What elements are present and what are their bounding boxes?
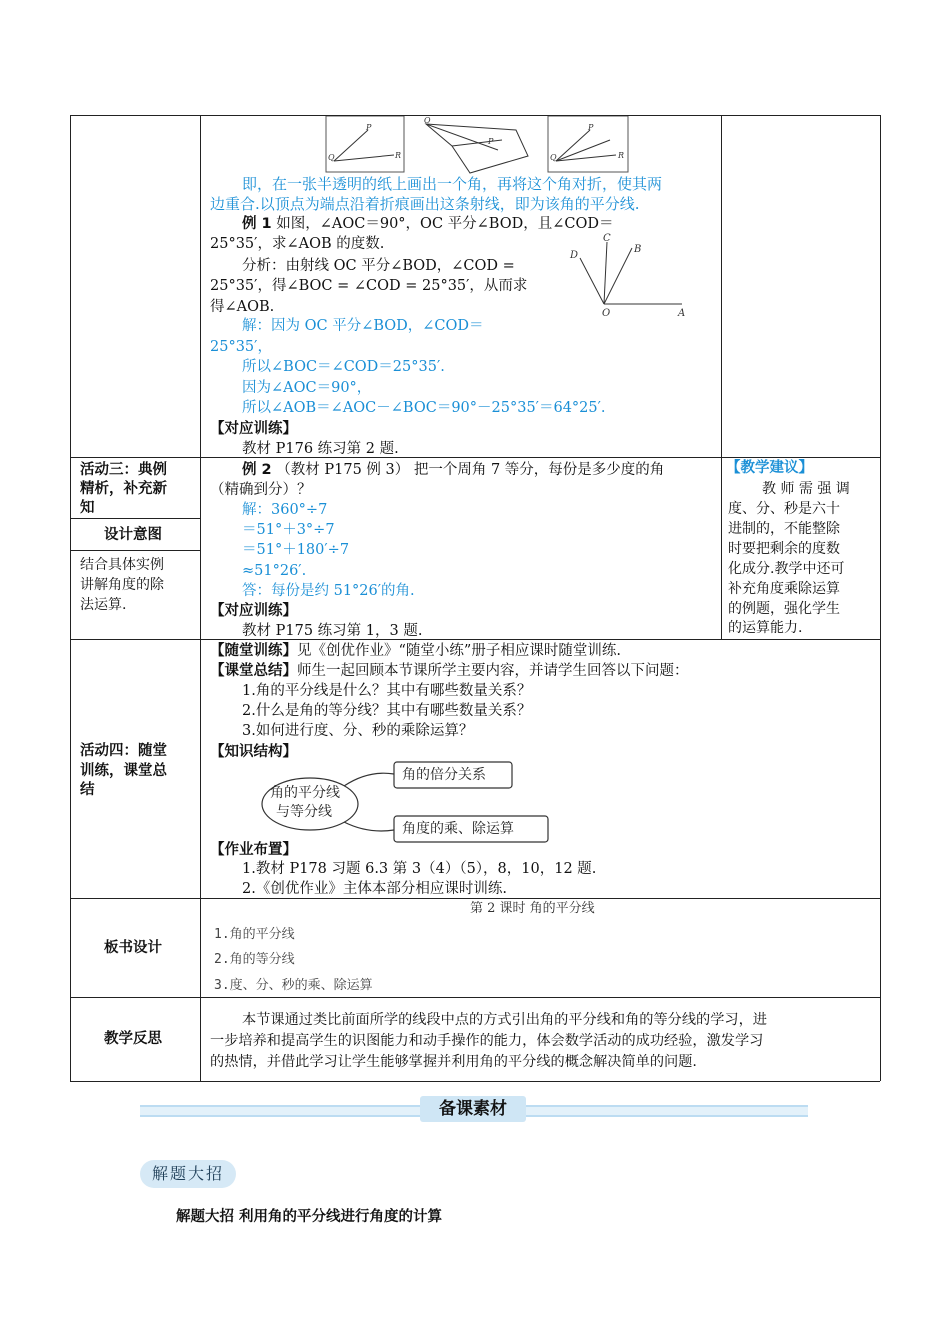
suggestion-3: 进制的，不能整除 [728, 521, 840, 537]
practice-title-1: 【对应训练】 [210, 421, 297, 437]
suggestion-6: 补充角度乘除运算 [728, 581, 840, 597]
suggestion-1: 教 师 需 强 调 [762, 481, 850, 497]
design-intent-title: 设计意图 [104, 527, 162, 543]
label-d: D [570, 250, 579, 261]
homework-title: 【作业布置】 [210, 842, 297, 858]
example2-line-2: （精确到分）？ [210, 482, 312, 498]
activity4-label-3: 结 [80, 782, 95, 798]
ray-od [580, 258, 604, 304]
example2-label: 例 2 [242, 462, 272, 478]
example1-line-1 [242, 214, 614, 234]
board-title: 第 2 课时 角的平分线 [470, 901, 595, 916]
solution1-1: 解：因为 OC 平分∠BOD，∠COD＝ [242, 318, 484, 334]
board-label: 板书设计 [104, 940, 162, 956]
activity3-label-1: 活动三：典例 [80, 462, 167, 478]
solution1-4: 因为∠AOC＝90°， [242, 380, 372, 396]
figure-angle-2 [548, 116, 628, 172]
practice-text-2: 教材 P175 练习第 1，3 题. [242, 623, 423, 639]
practice-title-2: 【对应训练】 [210, 603, 297, 619]
summary-line [210, 661, 689, 681]
solution2-4: ≈51°26′. [242, 563, 307, 579]
reflection-label: 教学反思 [104, 1031, 162, 1047]
table-border-left [70, 115, 71, 1081]
label-p: P [366, 123, 372, 132]
activity3-label-2: 精析，补充新 [80, 481, 167, 497]
banner-stripe-right [526, 1105, 808, 1117]
teaching-suggestion-title: 【教学建议】 [726, 460, 813, 476]
solution-badge: 解题大招 [140, 1160, 236, 1188]
summary-text: 师生一起回顾本节课所学主要内容，并请学生回答以下问题： [297, 663, 689, 679]
figure-angle-1 [326, 116, 404, 172]
figure-folded-paper [424, 116, 528, 173]
drill-line [210, 641, 621, 661]
activity4-label-1: 活动四：随堂 [80, 743, 167, 759]
solution2-3: ＝51°＋180′÷7 [242, 542, 350, 558]
analysis-1: 分析：由射线 OC 平分∠BOD，∠COD = [242, 258, 515, 274]
branch-node-1: 角的倍分关系 [402, 767, 486, 783]
solution1-3: 所以∠BOC＝∠COD＝25°35′. [242, 359, 445, 375]
label-r-2: R [618, 151, 625, 160]
label-q-2: Q [550, 153, 557, 162]
example1-text: 如图，∠AOC＝90°，OC 平分∠BOD，且∠COD＝ [276, 216, 614, 232]
summary-title: 【课堂总结】 [210, 663, 297, 679]
reflection-line-1: 本节课通过类比前面所学的线段中点的方式引出角的平分线和角的等分线的学习，进 [242, 1012, 767, 1028]
example2-text: （教材 P175 例 3） 把一个周角 7 等分，每份是多少度的角 [276, 462, 665, 478]
suggestion-5: 化成分.教学中还可 [728, 561, 845, 577]
label-q: Q [328, 153, 335, 162]
suggestion-2: 度、分、秒是六十 [728, 501, 840, 517]
fold-text-2: 边重合.以顶点为端点沿着折痕画出这条射线，即为该角的平分线. [210, 195, 640, 213]
homework-1: 1.教材 P178 习题 6.3 第 3（4）（5），8，10，12 题. [242, 861, 597, 877]
row-divider-reflection [70, 997, 880, 998]
board-item-2: 2.角的等分线 [214, 952, 295, 967]
label-o-fold: O [424, 116, 431, 125]
solution2-5: 答：每份是约 51°26′的角. [242, 583, 415, 599]
label-column-divider [200, 115, 201, 1081]
question-3: 3.如何进行度、分、秒的乘除运算？ [242, 723, 474, 739]
label-o: O [602, 308, 611, 319]
table-border-right [880, 115, 881, 1081]
example1-line-2: 25°35′，求∠AOB 的度数. [210, 236, 385, 252]
intent-divider-bottom [70, 550, 200, 551]
practice-text-1: 教材 P176 练习第 2 题. [242, 441, 399, 457]
label-p-fold: P [488, 137, 494, 146]
branch-connector-2 [344, 822, 394, 831]
homework-2: 2.《创优作业》主体本部分相应课时训练. [242, 881, 507, 897]
example1-figure [566, 232, 690, 320]
question-2: 2.什么是角的等分线？其中有哪些数量关系？ [242, 703, 532, 719]
suggestion-4: 时要把剩余的度数 [728, 541, 840, 557]
example1-label: 例 1 [242, 216, 272, 232]
structure-title: 【知识结构】 [210, 744, 297, 760]
banner-stripe-left [140, 1105, 420, 1117]
center-node-1: 角的平分线 [270, 785, 340, 801]
material-heading: 解题大招 利用角的平分线进行角度的计算 [176, 1209, 443, 1225]
label-b: B [634, 244, 642, 255]
table-border-bottom [70, 1081, 880, 1082]
suggestion-7: 的例题，强化学生 [728, 601, 840, 617]
ray-oc [604, 242, 607, 304]
design-intent-1: 结合具体实例 [80, 557, 164, 573]
ray-ob [604, 248, 632, 304]
branch-node-2: 角度的乘、除运算 [402, 821, 514, 837]
analysis-3: 得∠AOB. [210, 299, 275, 315]
analysis-2: 25°35′，得∠BOC = ∠COD = 25°35′，从而求 [210, 278, 528, 294]
solution2-1: 解：360°÷7 [242, 502, 328, 518]
label-r: R [395, 151, 402, 160]
solution1-5: 所以∠AOB＝∠AOC－∠BOC＝90°－25°35′＝64°25′. [242, 400, 606, 416]
fold-text-1: 即，在一张半透明的纸上画出一个角，再将这个角对折，使其两 [242, 175, 663, 193]
banner-title: 备课素材 [420, 1096, 526, 1122]
activity4-label-2: 训练，课堂总 [80, 763, 167, 779]
branch-connector-1 [344, 773, 394, 786]
row-divider-activity4 [70, 639, 880, 640]
drill-title: 【随堂训练】 [210, 643, 297, 659]
drill-text: 见《创优作业》“随堂小练”册子相应课时随堂训练. [297, 643, 621, 659]
example2-line-1 [242, 460, 664, 480]
intent-divider-top [70, 518, 200, 519]
solution1-2: 25°35′， [210, 339, 272, 355]
center-node-2: 与等分线 [276, 804, 332, 820]
board-item-3: 3.度、分、秒的乘、除运算 [214, 978, 373, 993]
design-intent-2: 讲解角度的除 [80, 577, 164, 593]
solution2-2: ＝51°＋3°÷7 [242, 522, 335, 538]
folding-figures [320, 116, 630, 174]
design-intent-3: 法运算. [80, 597, 127, 613]
suggestion-8: 的运算能力. [728, 620, 803, 636]
activity3-label-3: 知 [80, 500, 95, 516]
board-item-1: 1.角的平分线 [214, 927, 295, 942]
label-p-2: P [588, 123, 594, 132]
label-a: A [678, 308, 686, 319]
reflection-line-2: 一步培养和提高学生的识图能力和动手操作的能力，体会数学活动的成功经验，激发学习 [210, 1033, 764, 1049]
note-column-divider [721, 115, 722, 639]
label-c: C [603, 233, 611, 244]
question-1: 1.角的平分线是什么？其中有哪些数量关系？ [242, 683, 532, 699]
reflection-line-3: 的热情，并借此学习让学生能够掌握并利用角的平分线的概念解决简单的问题. [210, 1054, 697, 1070]
